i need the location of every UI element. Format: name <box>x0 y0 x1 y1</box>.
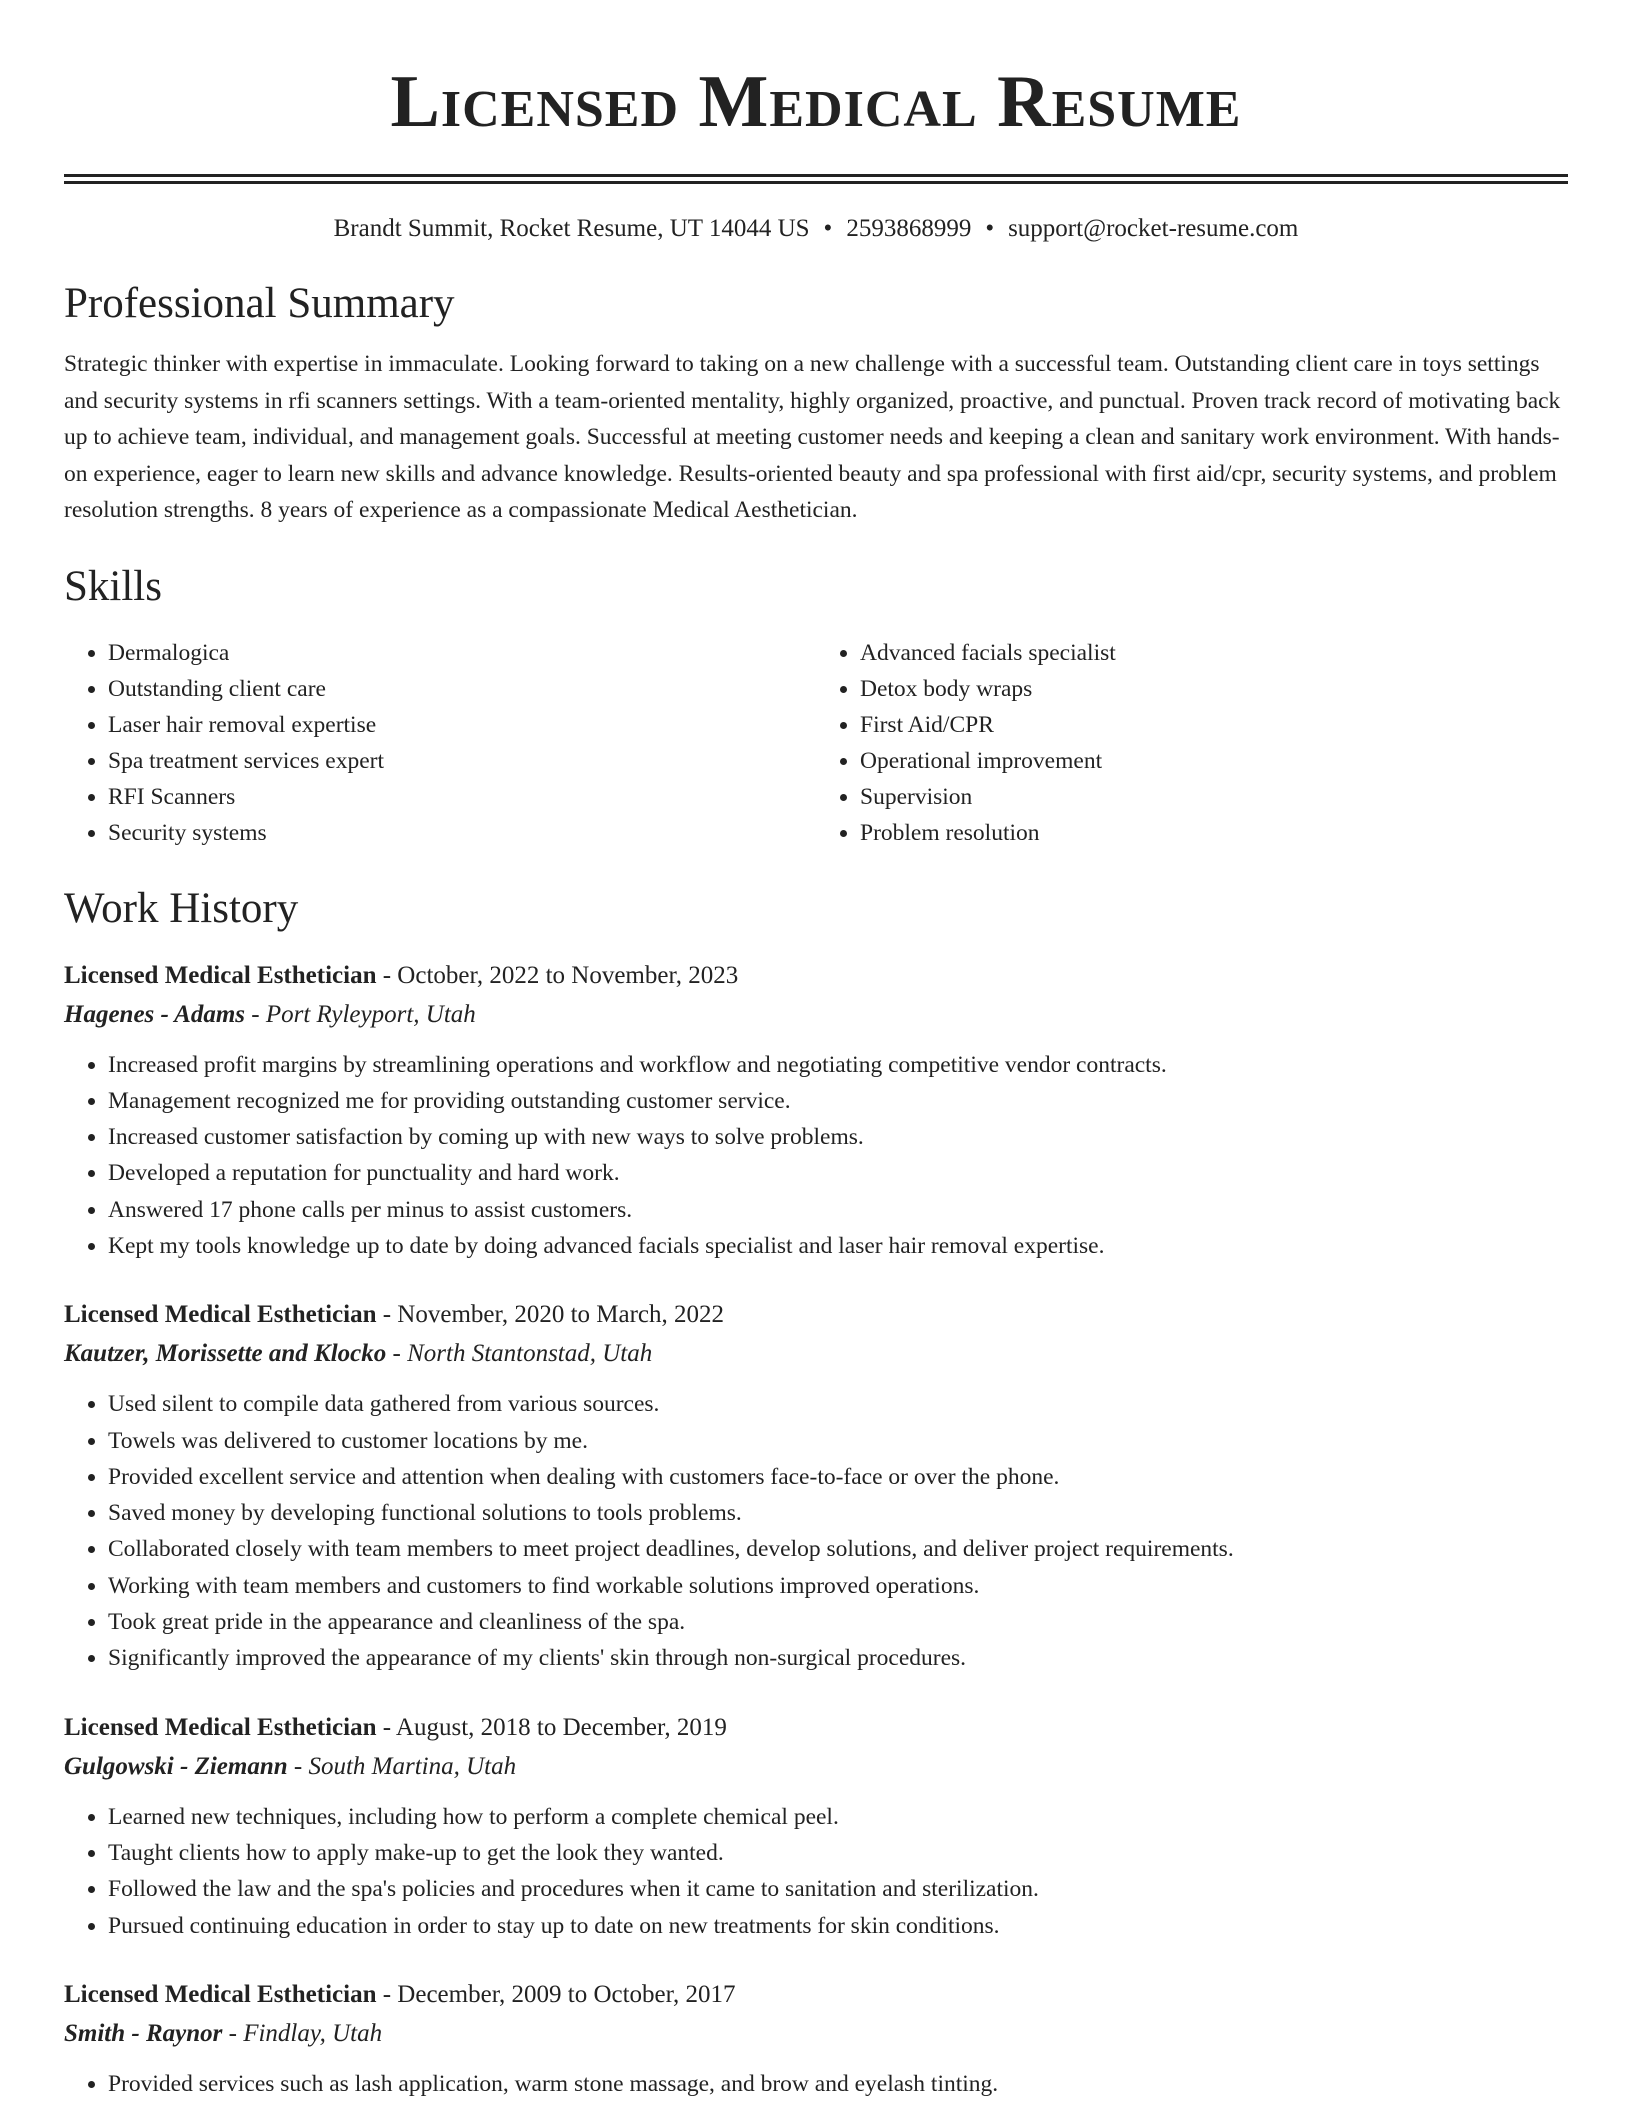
summary-heading: Professional Summary <box>64 280 455 327</box>
title-divider <box>64 174 1568 184</box>
job-company-line <box>64 2014 1568 2054</box>
job-bullet: • Followed the law and the spa's policies and procedures when it came to sanitation and sterilization. <box>108 1871 1568 1907</box>
contact-address: Brandt Summit, Rocket Resume, UT 14044 US <box>333 215 810 242</box>
contact-phone: 2593868999 <box>846 215 972 242</box>
job-bullet: • Towels was delivered to customer locations by me. <box>108 1423 1568 1459</box>
job-bullet: • Provided services such as lash application, warm stone massage, and brow and eyelash tinting. <box>108 2066 1568 2102</box>
work-history-heading: Work History <box>64 884 299 932</box>
job-bullet: • Pursued continuing education in order to stay up to date on new treatments for skin conditions. <box>108 1908 1568 1944</box>
job-company: Smith - Raynor <box>64 2019 223 2047</box>
job-title: Licensed Medical Esthetician <box>64 1980 377 2008</box>
job-bullets <box>64 1047 1568 1265</box>
job-bullet: • Answered 17 phone calls per minus to assist customers. <box>108 1192 1568 1228</box>
job-title-line <box>64 1976 1568 2014</box>
job-location: - South Martina, Utah <box>287 1752 517 1780</box>
job-company-line <box>64 1334 1568 1374</box>
contact-line <box>64 212 1568 246</box>
skill-item: • Detox body wraps <box>860 671 1568 707</box>
job-company-line <box>64 995 1568 1035</box>
job-bullet: • Took great pride in the appearance and cleanliness of the spa. <box>108 1604 1568 1640</box>
job-entry <box>64 1976 1568 2102</box>
job-bullet: • Saved money by developing functional solutions to tools problems. <box>108 1495 1568 1531</box>
job-company: Kautzer, Morissette and Klocko <box>64 1340 387 1368</box>
resume-title: Licensed Medical Resume <box>390 61 1242 143</box>
job-location: - Findlay, Utah <box>222 2019 383 2047</box>
skill-item: • Advanced facials specialist <box>860 635 1568 671</box>
skill-item: • Problem resolution <box>860 815 1568 851</box>
job-company-line <box>64 1747 1568 1787</box>
skill-item: • Spa treatment services expert <box>108 743 816 779</box>
job-bullet: • Working with team members and customers to find workable solutions improved operations. <box>108 1568 1568 1604</box>
job-bullet: • Used silent to compile data gathered from various sources. <box>108 1386 1568 1422</box>
job-entry <box>64 1709 1568 1944</box>
skills-column-right <box>816 635 1568 851</box>
job-title: Licensed Medical Esthetician <box>64 1713 377 1741</box>
job-bullet: • Management recognized me for providing outstanding customer service. <box>108 1083 1568 1119</box>
job-company: Hagenes - Adams <box>64 1000 246 1028</box>
job-bullet: • Developed a reputation for punctuality and hard work. <box>108 1155 1568 1191</box>
skill-item: • Security systems <box>108 815 816 851</box>
job-dates: - December, 2009 to October, 2017 <box>376 1980 736 2008</box>
contact-email: support@rocket-resume.com <box>1008 215 1299 242</box>
job-company: Gulgowski - Ziemann <box>64 1752 288 1780</box>
job-title-line <box>64 1709 1568 1747</box>
job-bullet: • Significantly improved the appearance of my clients' skin through non-surgical procedures. <box>108 1640 1568 1676</box>
contact-separator: • <box>985 215 995 242</box>
job-bullets <box>64 2066 1568 2102</box>
job-entry <box>64 957 1568 1265</box>
skills-column-left <box>64 635 816 851</box>
job-location: - North Stantonstad, Utah <box>386 1340 653 1368</box>
job-bullet: • Collaborated closely with team members to meet project deadlines, develop solutions, and deliver project requirements. <box>108 1531 1568 1567</box>
job-title: Licensed Medical Esthetician <box>64 961 377 989</box>
skill-item: • Supervision <box>860 779 1568 815</box>
job-bullet: • Taught clients how to apply make-up to get the look they wanted. <box>108 1835 1568 1871</box>
job-dates: - October, 2022 to November, 2023 <box>376 961 739 989</box>
job-bullet: • Increased profit margins by streamlining operations and workflow and negotiating competitive vendor contracts. <box>108 1047 1568 1083</box>
job-title: Licensed Medical Esthetician <box>64 1301 377 1329</box>
summary-text: Strategic thinker with expertise in immaculate. Looking forward to taking on a new challenge with a successful team. Outstanding client care in toys settings and security systems in rfi scanners settings. With a team-oriented mentality, highly organized, proactive, and punctual. Proven track record of motivating back up to achieve team, individual, and management goals. Successful at meeting customer needs and keeping a clean and sanitary work environment. With hands-on experience, eager to learn new skills and advance knowledge. Results-oriented beauty and spa professional with first aid/cpr, security systems, and problem resolution strengths. 8 years of experience as a compassionate Medical Aesthetician. <box>64 351 1561 523</box>
job-location: - Port Ryleyport, Utah <box>245 1000 476 1028</box>
job-title-line <box>64 957 1568 995</box>
job-dates: - November, 2020 to March, 2022 <box>376 1301 725 1329</box>
skill-item: • RFI Scanners <box>108 779 816 815</box>
job-bullet: • Kept my tools knowledge up to date by doing advanced facials specialist and laser hair removal expertise. <box>108 1228 1568 1264</box>
skill-item: • Dermalogica <box>108 635 816 671</box>
skill-item: • Laser hair removal expertise <box>108 707 816 743</box>
skill-item: • Outstanding client care <box>108 671 816 707</box>
job-dates: - August, 2018 to December, 2019 <box>376 1713 727 1741</box>
job-entry <box>64 1296 1568 1676</box>
job-bullet: • Learned new techniques, including how to perform a complete chemical peel. <box>108 1799 1568 1835</box>
skills-list <box>64 635 1568 851</box>
job-bullet: • Provided excellent service and attention when dealing with customers face-to-face or over the phone. <box>108 1459 1568 1495</box>
job-bullet: • Increased customer satisfaction by coming up with new ways to solve problems. <box>108 1119 1568 1155</box>
job-bullets <box>64 1386 1568 1676</box>
skill-item: • First Aid/CPR <box>860 707 1568 743</box>
contact-separator: • <box>823 215 833 242</box>
skill-item: • Operational improvement <box>860 743 1568 779</box>
job-bullets <box>64 1799 1568 1944</box>
skills-heading: Skills <box>64 562 162 610</box>
job-title-line <box>64 1296 1568 1334</box>
